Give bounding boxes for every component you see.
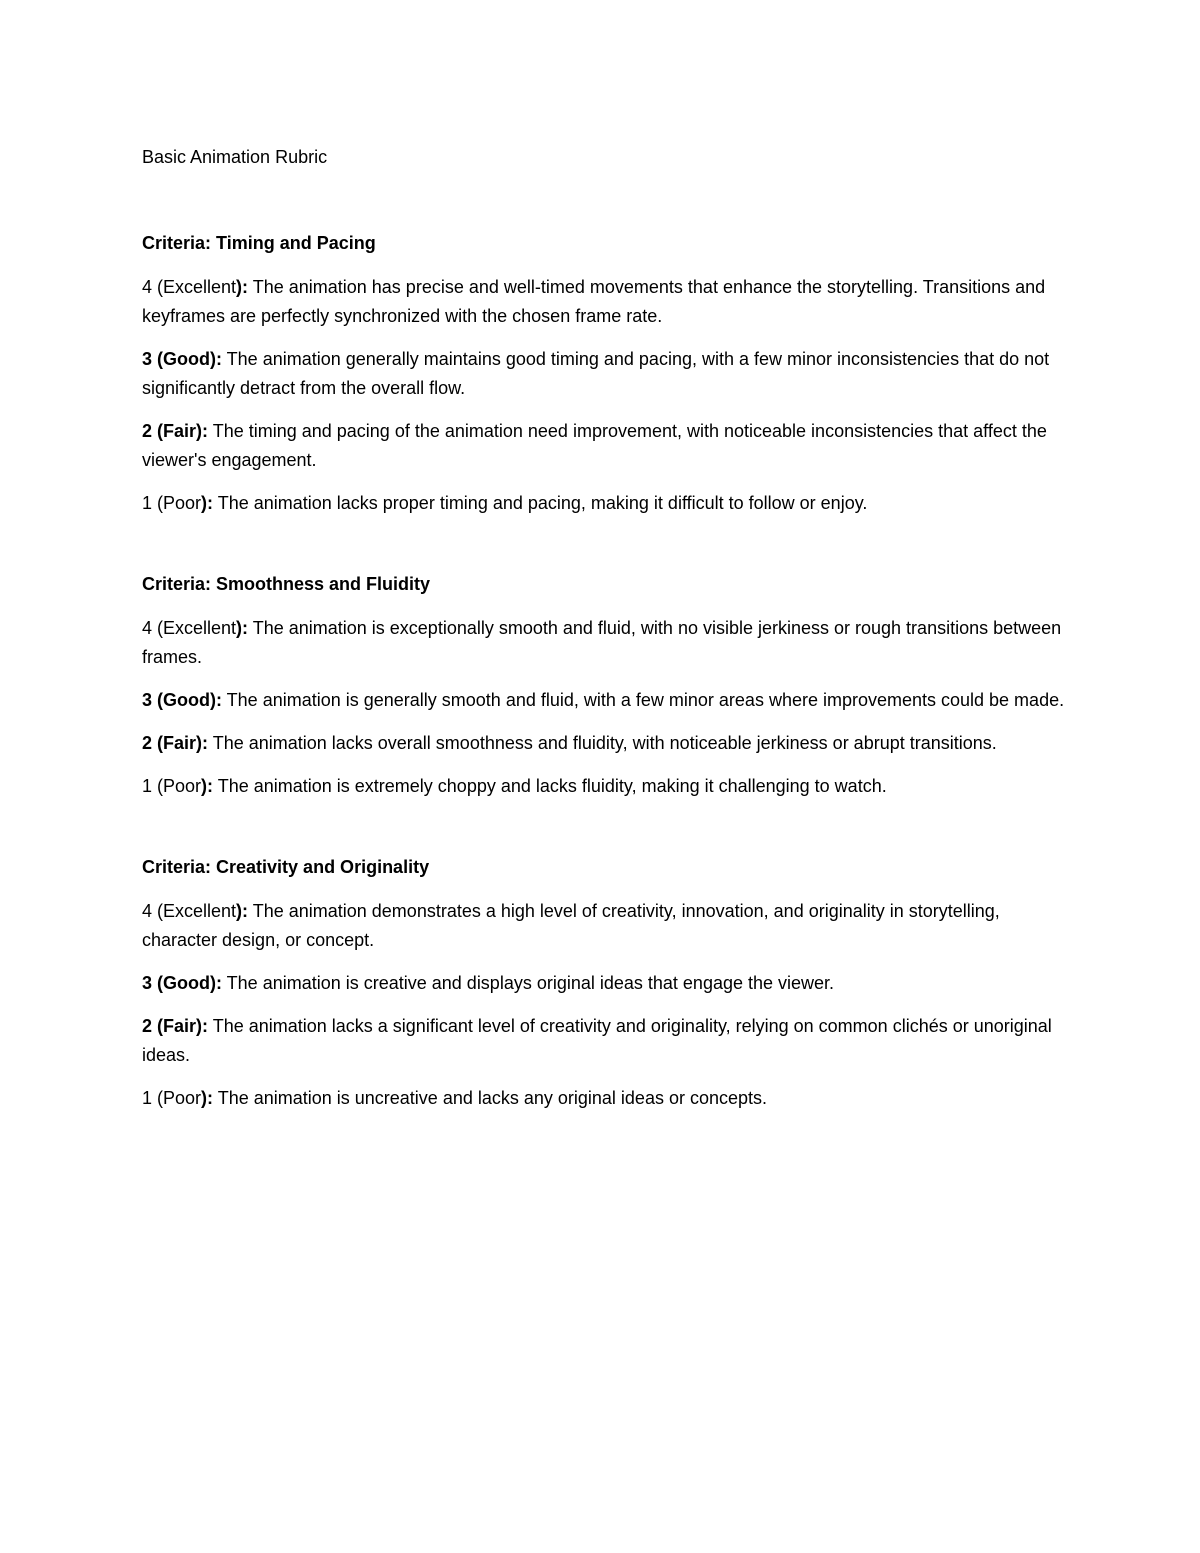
rubric-level-2 [142,417,1067,475]
level-score-close: ): [210,973,222,993]
level-score: 1 (Poor [142,776,202,796]
level-description: The timing and pacing of the animation need improvement, with noticeable inconsistencies that affect the viewer's engagement. [142,421,1047,470]
rubric-level-3 [142,345,1067,403]
level-score-close: ): [210,349,222,369]
level-score: 2 (Fair [142,733,197,753]
level-description: The animation lacks overall smoothness and fluidity, with noticeable jerkiness or abrupt transitions. [208,733,997,753]
document-body [142,143,1067,1113]
level-score-close: ): [196,1016,209,1036]
level-description: The animation lacks a significant level of creativity and originality, relying on common clichés or unoriginal ideas. [142,1016,1052,1065]
level-description: The animation lacks proper timing and pacing, making it difficult to follow or enjoy. [213,493,868,513]
level-score: 4 (Excellent [142,618,237,638]
level-score: 3 (Good [142,690,210,710]
criteria-heading: Criteria: Creativity and Originality [142,857,430,877]
criteria-section-creativity [142,853,1067,1113]
level-description: The animation is creative and displays original ideas that engage the viewer. [222,973,835,993]
level-description: The animation generally maintains good timing and pacing, with a few minor inconsistencies that do not significantly detract from the overall flow. [142,349,1050,398]
rubric-level-4 [142,273,1067,331]
level-score-close: ): [210,690,222,710]
level-score: 4 (Excellent [142,901,237,921]
level-score: 1 (Poor [142,493,202,513]
level-score-close: ): [236,277,249,297]
level-description: The animation demonstrates a high level of creativity, innovation, and originality in storytelling, character design, or concept. [142,901,1000,950]
rubric-level-1 [142,772,1067,801]
level-score: 1 (Poor [142,1088,202,1108]
level-score-close: ): [196,733,209,753]
level-description: The animation is extremely choppy and lacks fluidity, making it challenging to watch. [213,776,887,796]
level-score-close: ): [201,1088,214,1108]
document-title: Basic Animation Rubric [142,147,328,167]
level-score: 2 (Fair [142,421,197,441]
level-score: 3 (Good [142,349,210,369]
level-score-close: ): [196,421,209,441]
rubric-level-3 [142,969,1067,998]
rubric-level-4 [142,614,1067,672]
rubric-level-1 [142,489,1067,518]
level-score-close: ): [201,493,214,513]
criteria-section-smoothness [142,570,1067,801]
level-description: The animation has precise and well-timed movements that enhance the storytelling. Transitions and keyframes are perfectly synchronized with the chosen frame rate. [142,277,1046,326]
level-description: The animation is uncreative and lacks any original ideas or concepts. [213,1088,768,1108]
rubric-level-2 [142,1012,1067,1070]
level-score-close: ): [236,618,249,638]
rubric-level-4 [142,897,1067,955]
level-description: The animation is generally smooth and fluid, with a few minor areas where improvements could be made. [222,690,1065,710]
criteria-heading: Criteria: Timing and Pacing [142,233,376,253]
criteria-section-timing [142,229,1067,518]
rubric-level-2 [142,729,1067,758]
level-score: 3 (Good [142,973,210,993]
criteria-heading: Criteria: Smoothness and Fluidity [142,574,431,594]
level-score: 2 (Fair [142,1016,197,1036]
level-score-close: ): [236,901,249,921]
level-description: The animation is exceptionally smooth and fluid, with no visible jerkiness or rough transitions between frames. [142,618,1062,667]
level-score-close: ): [201,776,214,796]
rubric-level-3 [142,686,1067,715]
level-score: 4 (Excellent [142,277,237,297]
rubric-level-1 [142,1084,1067,1113]
